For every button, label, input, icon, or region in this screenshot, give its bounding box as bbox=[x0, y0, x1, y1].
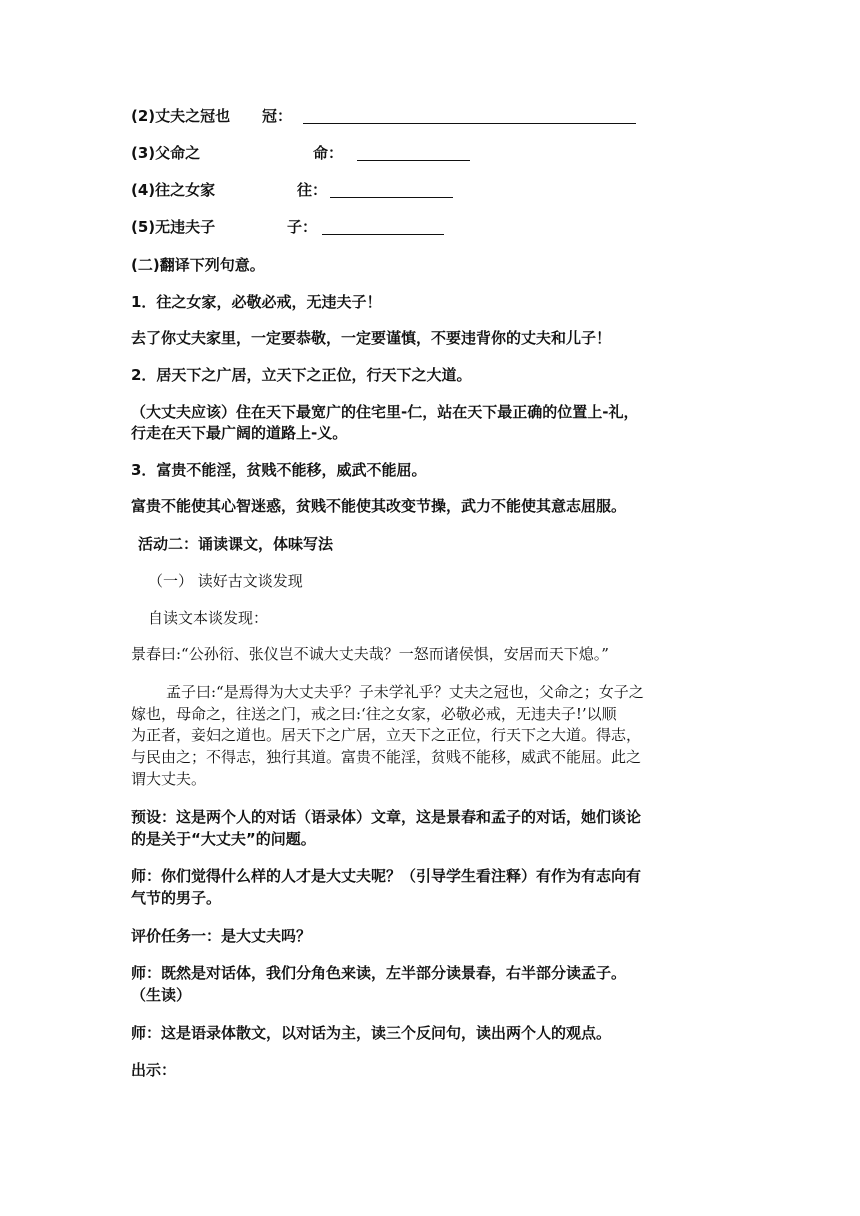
teacher-question-line-2: 气节的男子。 bbox=[131, 889, 222, 907]
activity-2-heading: 活动二：诵读课文，体味写法 bbox=[138, 535, 334, 553]
translate-heading: (二)翻译下列句意。 bbox=[131, 256, 265, 274]
translate-question-1: 1．往之女家，必敬必戒，无违夫子！ bbox=[131, 293, 382, 311]
vocab-item-2-word: 冠： bbox=[262, 107, 293, 125]
vocab-item-3-blank[interactable] bbox=[357, 160, 470, 161]
vocab-item-4-phrase: (4)往之女家 bbox=[131, 181, 216, 199]
vocab-item-5-phrase: (5)无违夫子 bbox=[131, 218, 216, 236]
teacher-instruction: 师：这是语录体散文，以对话为主，读三个反问句，读出两个人的观点。 bbox=[131, 1024, 612, 1042]
translate-answer-2-line-1: （大丈夫应该）住在天下最宽广的住宅里-仁，站在天下最正确的位置上-礼， bbox=[131, 403, 639, 421]
jingchun-quote: 景春曰:“公孙衍、张仪岂不诚大丈夫哉？一怒而诸侯惧，安居而天下熄。” bbox=[131, 645, 609, 663]
show-label: 出示： bbox=[131, 1061, 177, 1079]
vocab-item-5-blank[interactable] bbox=[322, 234, 444, 235]
mengzi-quote-line-5: 谓大丈夫。 bbox=[131, 770, 207, 788]
vocab-item-2-blank[interactable] bbox=[303, 123, 636, 124]
self-read-prompt: 自读文本谈发现： bbox=[148, 609, 269, 627]
translate-answer-2-line-2: 行走在天下最广阔的道路上-义。 bbox=[131, 424, 348, 442]
vocab-item-3-word: 命： bbox=[313, 144, 344, 162]
teacher-role-reading-line-1: 师：既然是对话体，我们分角色来读，左半部分读景春，右半部分读孟子。 bbox=[131, 964, 627, 982]
evaluation-task-1: 评价任务一：是大丈夫吗？ bbox=[131, 927, 312, 945]
translate-question-2: 2．居天下之广居，立天下之正位，行天下之大道。 bbox=[131, 366, 472, 384]
preset-line-2: 的是关于“大丈夫”的问题。 bbox=[131, 830, 316, 848]
translate-answer-3: 富贵不能使其心智迷惑，贫贱不能使其改变节操，武力不能使其意志屈服。 bbox=[131, 497, 627, 515]
mengzi-quote-line-4: 与民由之；不得志，独行其道。富贵不能淫，贫贱不能移，威武不能屈。此之 bbox=[131, 748, 642, 766]
vocab-item-2-phrase: (2)丈夫之冠也 bbox=[131, 107, 231, 125]
activity-2-subheading: （一） 读好古文谈发现 bbox=[148, 572, 303, 590]
vocab-item-5-word: 子： bbox=[287, 218, 318, 236]
preset-line-1: 预设：这是两个人的对话（语录体）文章，这是景春和孟子的对话，她们谈论 bbox=[131, 808, 642, 826]
mengzi-quote-line-1: 孟子曰:“是焉得为大丈夫乎？子未学礼乎？丈夫之冠也，父命之；女子之 bbox=[166, 683, 644, 701]
teacher-role-reading-line-2: （生读） bbox=[131, 986, 192, 1004]
mengzi-quote-line-3: 为正者，妾妇之道也。居天下之广居，立天下之正位，行天下之大道。得志， bbox=[131, 726, 642, 744]
vocab-item-4-word: 往： bbox=[297, 181, 328, 199]
translate-question-3: 3．富贵不能淫，贫贱不能移，威武不能屈。 bbox=[131, 461, 427, 479]
vocab-item-3-phrase: (3)父命之 bbox=[131, 144, 201, 162]
mengzi-quote-line-2: 嫁也，母命之，往送之门，戒之曰:‘往之女家，必敬必戒，无违夫子!’以顺 bbox=[131, 705, 617, 723]
vocab-item-4-blank[interactable] bbox=[330, 197, 453, 198]
translate-answer-1: 去了你丈夫家里，一定要恭敬，一定要谨慎，不要违背你的丈夫和儿子！ bbox=[131, 329, 612, 347]
teacher-question-line-1: 师：你们觉得什么样的人才是大丈夫呢？（引导学生看注释）有作为有志向有 bbox=[131, 867, 642, 885]
